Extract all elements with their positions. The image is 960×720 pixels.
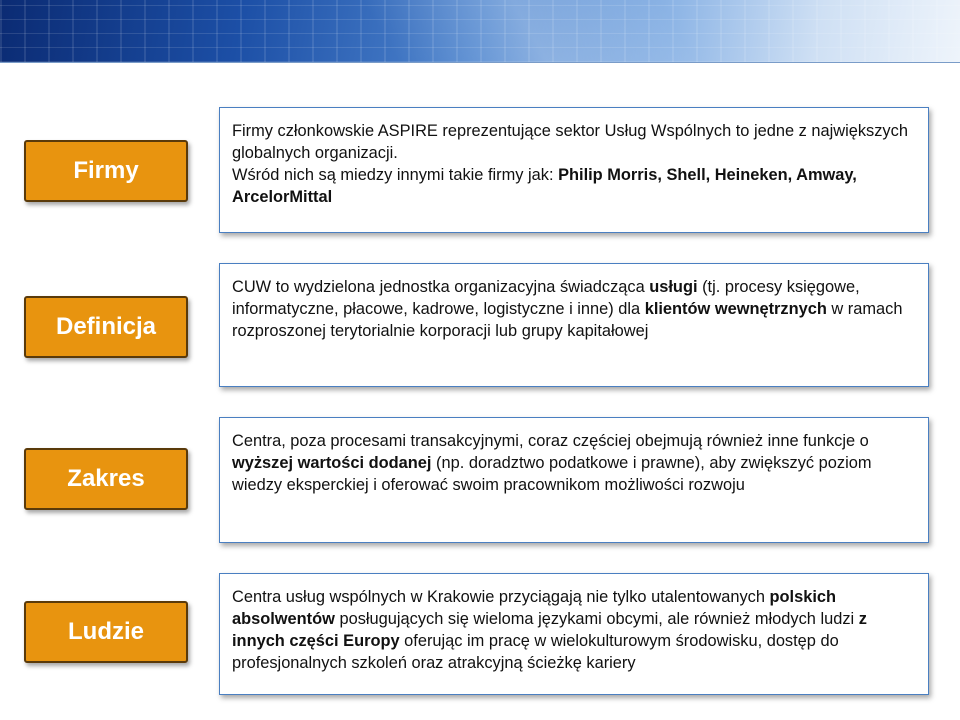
text-run: (np. doradztwo podatkowe i prawne), aby zwiększyć poziom wiedzy eksperckiej i oferować swoim pracownikom możliwości rozwoju (232, 454, 872, 494)
label-definicja: Definicja (24, 296, 188, 358)
label-firmy: Firmy (24, 140, 188, 202)
text-run: oferując im pracę w wielokulturowym środowisku, dostęp do profesjonalnych szkoleń oraz atrakcyjną ścieżkę kariery (232, 632, 839, 672)
text-run: (tj. procesy księgowe, informatyczne, płacowe, kadrowe, logistyczne i inne) dla (232, 278, 860, 318)
text-line (232, 120, 916, 164)
text-run-bold: Philip Morris, Shell, Heineken, Amway, ArcelorMittal (232, 166, 857, 206)
text-run-bold: z innych części Europy (232, 610, 867, 650)
text-run: Wśród nich są miedzy innymi takie firmy jak: (232, 166, 559, 184)
header-banner (0, 0, 960, 63)
text-line (232, 430, 916, 496)
content-box-definicja (219, 263, 929, 387)
text-run-bold: polskich absolwentów (232, 588, 837, 628)
text-run-bold: wyższej wartości dodanej (232, 454, 432, 472)
label-ludzie: Ludzie (24, 601, 188, 663)
content-box-firmy (219, 107, 929, 233)
text-run: CUW to wydzielona jednostka organizacyjna świadcząca (232, 278, 650, 296)
text-run: Firmy członkowskie ASPIRE reprezentujące sektor Usług Wspólnych to jedne z największych globalnych organizacji. (232, 122, 908, 162)
text-line (232, 164, 916, 208)
label-zakres: Zakres (24, 448, 188, 510)
text-line (232, 276, 916, 342)
text-run-bold: klientów wewnętrznych (644, 300, 827, 318)
text-run-bold: usługi (649, 278, 698, 296)
text-run: w ramach rozproszonej terytorialnie korporacji lub grupy kapitałowej (232, 300, 903, 340)
text-run: posługujących się wieloma językami obcymi, ale również młodych ludzi (334, 610, 859, 628)
text-line (232, 586, 916, 674)
content-box-ludzie (219, 573, 929, 695)
text-run: Centra usług wspólnych w Krakowie przyciągają nie tylko utalentowanych (232, 588, 770, 606)
content-box-zakres (219, 417, 929, 543)
text-run: Centra, poza procesami transakcyjnymi, coraz częściej obejmują również inne funkcje o (232, 432, 869, 450)
